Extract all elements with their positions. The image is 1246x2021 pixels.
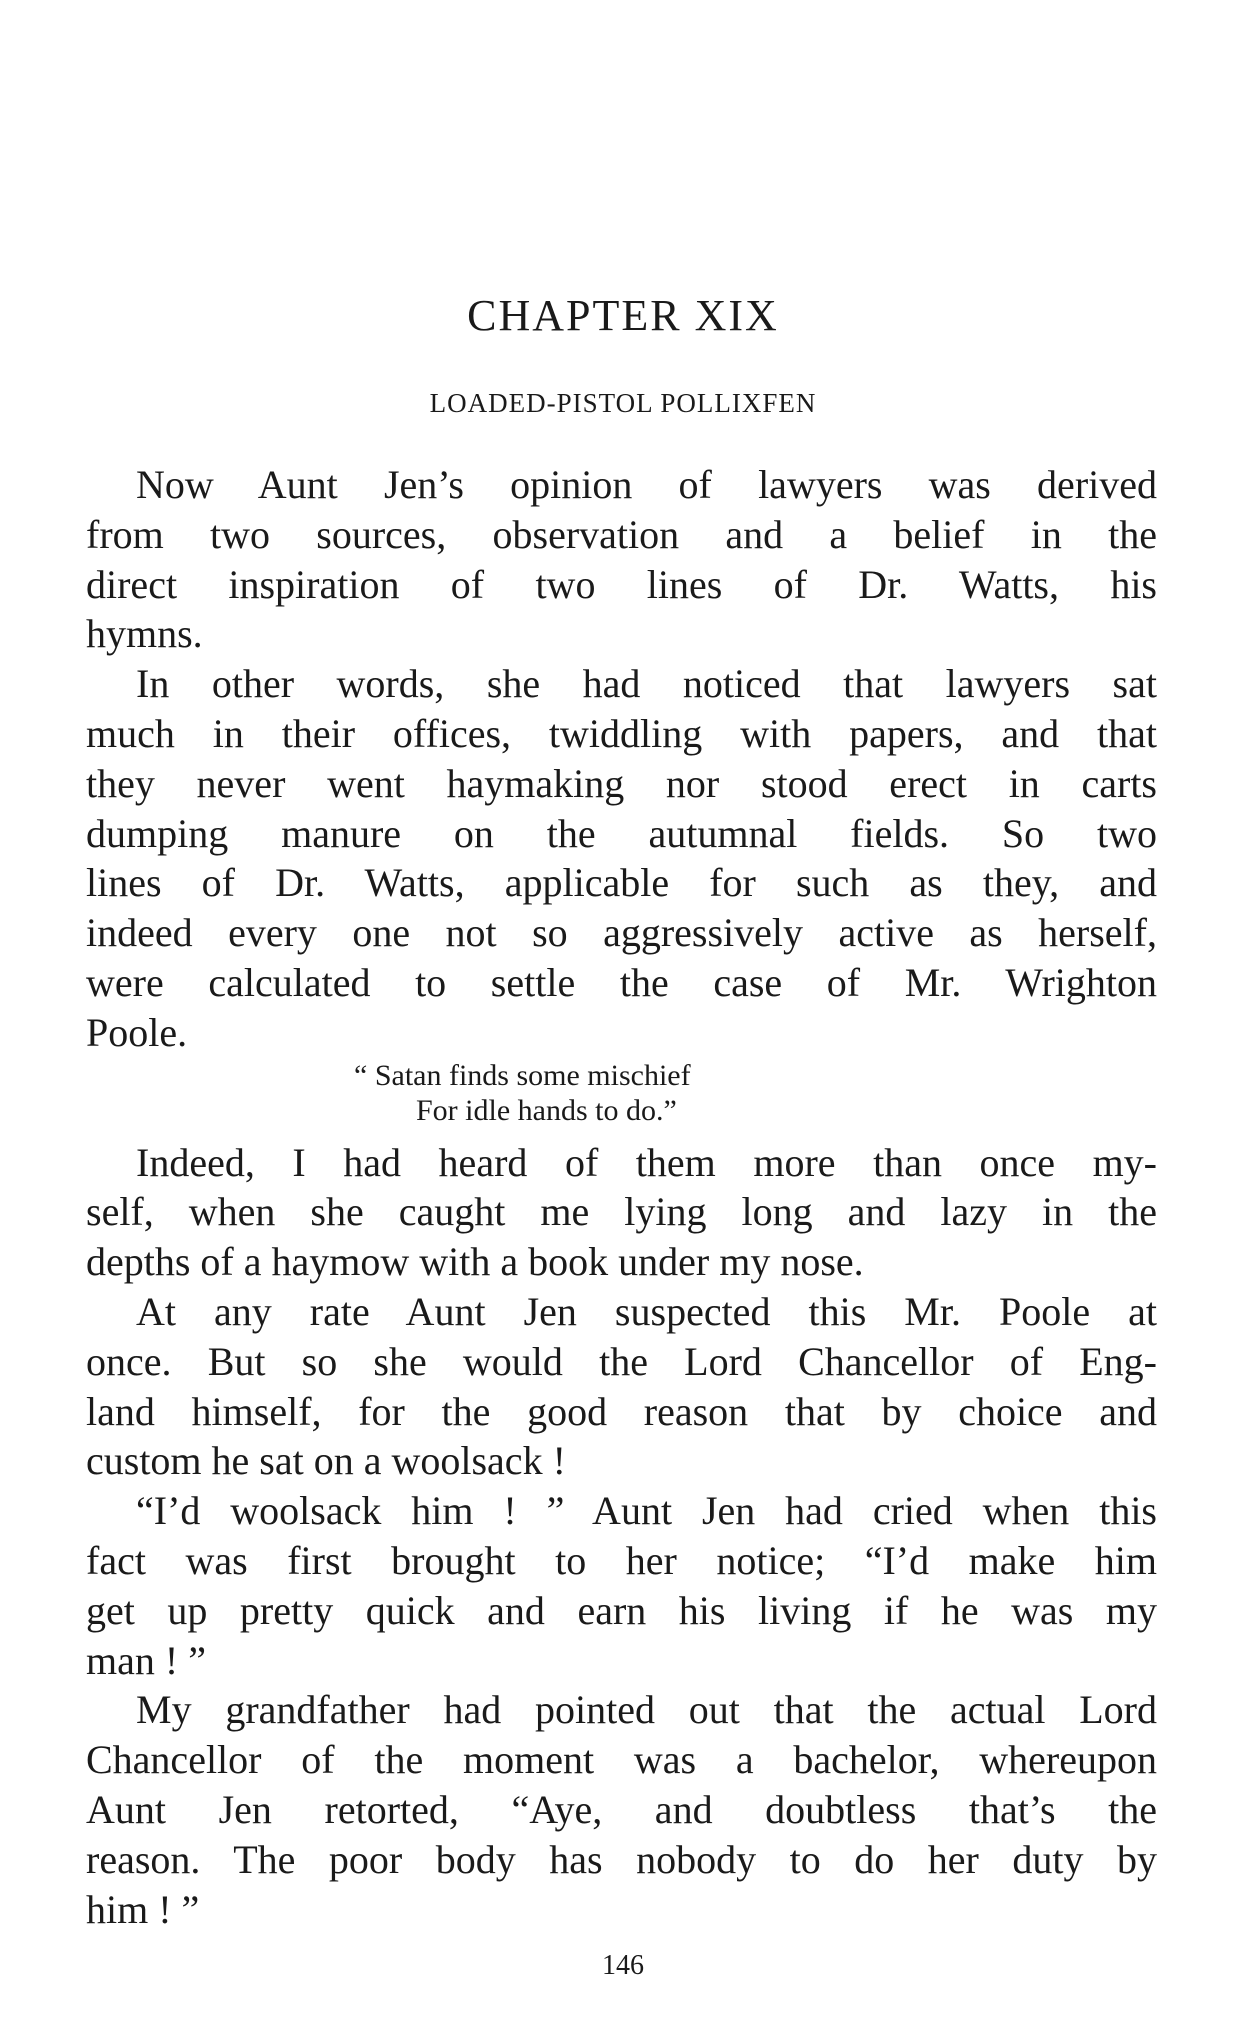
quote-line: For idle hands to do.” [416,1093,677,1127]
page-number: 146 [602,1950,644,1981]
text-line: fact was first brought to her notice; “I’d make him [86,1537,1157,1583]
text-line: once. But so she would the Lord Chancellor of Eng- [86,1338,1157,1384]
text-line: “I’d woolsack him ! ” Aunt Jen had cried when this [136,1488,1157,1534]
text-line: were calculated to settle the case of Mr. Wrighton [86,959,1157,1005]
quote-line: “ Satan finds some mischief [354,1058,691,1092]
text-line: My grandfather had pointed out that the actual Lord [136,1687,1157,1733]
text-line: him ! ” [86,1886,200,1932]
chapter-subtitle: LOADED-PISTOL POLLIXFEN [429,388,817,418]
text-line: get up pretty quick and earn his living if he was my [86,1587,1157,1633]
verse-quote [86,1058,1157,1128]
chapter-title: CHAPTER XIX [467,291,779,340]
text-line: depths of a haymow with a book under my nose. [86,1239,864,1285]
text-line: direct inspiration of two lines of Dr. Watts, his [86,561,1157,607]
text-line: self, when she caught me lying long and lazy in the [86,1189,1157,1235]
text-line: lines of Dr. Watts, applicable for such as they, and [86,860,1157,906]
text-line: Now Aunt Jen’s opinion of lawyers was derived [136,462,1157,507]
body-section-2 [86,1138,1157,1935]
body-section-1 [86,460,1157,1058]
text-line: man ! ” [86,1637,206,1683]
text-line: dumping manure on the autumnal fields. So two [86,810,1157,856]
text-line: Chancellor of the moment was a bachelor, whereupon [86,1737,1157,1783]
text-line: much in their offices, twiddling with papers, and that [86,710,1157,756]
text-line: from two sources, observation and a belief in the [86,511,1157,557]
text-line: hymns. [86,611,203,657]
text-line: At any rate Aunt Jen suspected this Mr. Poole at [136,1288,1157,1334]
text-line: land himself, for the good reason that by choice and [86,1388,1157,1434]
text-line: Indeed, I had heard of them more than once my- [136,1139,1157,1185]
body-text [86,460,1157,1934]
text-line: custom he sat on a woolsack ! [86,1438,566,1484]
text-line: indeed every one not so aggressively active as herself, [86,910,1157,956]
text-line: they never went haymaking nor stood erect in carts [86,760,1157,806]
text-line: Aunt Jen retorted, “Aye, and doubtless that’s the [86,1786,1157,1832]
text-line: Poole. [86,1009,188,1055]
text-line: reason. The poor body has nobody to do her duty by [86,1836,1157,1882]
text-line: In other words, she had noticed that lawyers sat [136,661,1157,707]
